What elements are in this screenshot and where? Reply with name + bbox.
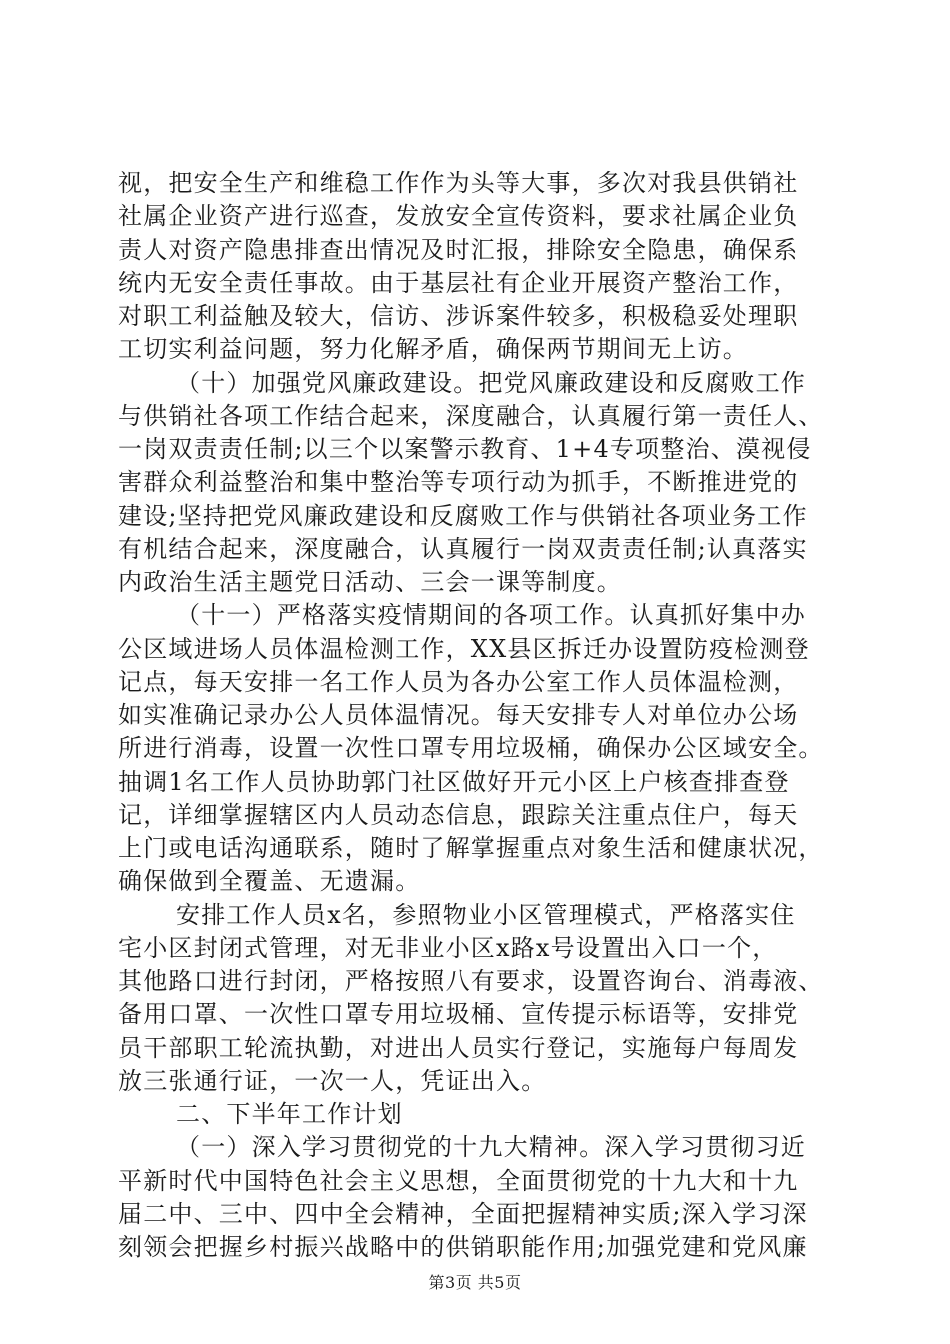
body-text-line: 与供销社各项工作结合起来，深度融合，认真履行第一责任人、 <box>118 402 824 430</box>
body-text-line: 记，详细掌握辖区内人员动态信息，跟踪关注重点住户，每天 <box>118 801 799 829</box>
body-text-line: 抽调1名工作人员协助郭门社区做好开元小区上户核查排查登 <box>118 768 790 796</box>
body-text-line: 社属企业资产进行巡查，发放安全宣传资料，要求社属企业负 <box>118 202 799 230</box>
section-heading-line: （十一）严格落实疫情期间的各项工作。认真抓好集中办 <box>176 601 806 629</box>
page-number-footer: 第3页 共5页 <box>428 1273 522 1292</box>
body-text-line: 工切实利益问题，努力化解矛盾，确保两节期间无上访。 <box>118 335 748 363</box>
paragraph-first-line: 安排工作人员x名，参照物业小区管理模式，严格落实住 <box>176 901 796 929</box>
body-text-line: 所进行消毒，设置一次性口罩专用垃圾桶，确保办公区域安全。 <box>118 734 824 762</box>
body-text-line: 刻领会把握乡村振兴战略中的供销职能作用;加强党建和党风廉 <box>118 1233 808 1261</box>
body-text-line: 建设;坚持把党风廉政建设和反腐败工作与供销社各项业务工作 <box>118 502 808 530</box>
body-text-line: 备用口罩、一次性口罩专用垃圾桶、宣传提示标语等，安排党 <box>118 1000 799 1028</box>
body-text-line: 上门或电话沟通联系，随时了解掌握重点对象生活和健康状况， <box>118 834 824 862</box>
body-text-line: 一岗双责责任制;以三个以案警示教育、1+4专项整治、漠视侵 <box>118 435 812 463</box>
body-text-line: 责人对资产隐患排查出情况及时汇报，排除安全隐患，确保系 <box>118 236 799 264</box>
body-text-line: 害群众利益整治和集中整治等专项行动为抓手，不断推进党的 <box>118 468 799 496</box>
section-heading-line: （十）加强党风廉政建设。把党风廉政建设和反腐败工作 <box>176 369 806 397</box>
body-text-line: 平新时代中国特色社会主义思想，全面贯彻党的十九大和十九 <box>118 1167 799 1195</box>
body-text-line: 有机结合起来，深度融合，认真履行一岗双责责任制;认真落实 <box>118 535 808 563</box>
body-text-line: 放三张通行证，一次一人，凭证出入。 <box>118 1067 547 1095</box>
body-text-line: 统内无安全责任事故。由于基层社有企业开展资产整治工作， <box>118 269 799 297</box>
body-text-line: 对职工利益触及较大，信访、涉诉案件较多，积极稳妥处理职 <box>118 302 799 330</box>
body-text-line: 公区域进场人员体温检测工作，XX县区拆迁办设置防疫检测登 <box>118 635 810 663</box>
body-text-line: 如实准确记录办公人员体温情况。每天安排专人对单位办公场 <box>118 701 799 729</box>
body-text-line: 其他路口进行封闭，严格按照八有要求，设置咨询台、消毒液、 <box>118 967 824 995</box>
body-text-line: 记点，每天安排一名工作人员为各办公室工作人员体温检测， <box>118 668 799 696</box>
section-heading-line: （一）深入学习贯彻党的十九大精神。深入学习贯彻习近 <box>176 1133 806 1161</box>
body-text-line: 确保做到全覆盖、无遗漏。 <box>118 867 421 895</box>
body-text-line: 宅小区封闭式管理，对无非业小区x路x号设置出入口一个， <box>118 934 778 962</box>
chapter-heading: 二、下半年工作计划 <box>176 1100 403 1128</box>
body-text-line: 届二中、三中、四中全会精神，全面把握精神实质;深入学习深 <box>118 1200 808 1228</box>
body-text-line: 员干部职工轮流执勤，对进出人员实行登记，实施每户每周发 <box>118 1034 799 1062</box>
body-text-line: 内政治生活主题党日活动、三会一课等制度。 <box>118 568 622 596</box>
body-text-line: 视，把安全生产和维稳工作作为头等大事，多次对我县供销社 <box>118 169 799 197</box>
